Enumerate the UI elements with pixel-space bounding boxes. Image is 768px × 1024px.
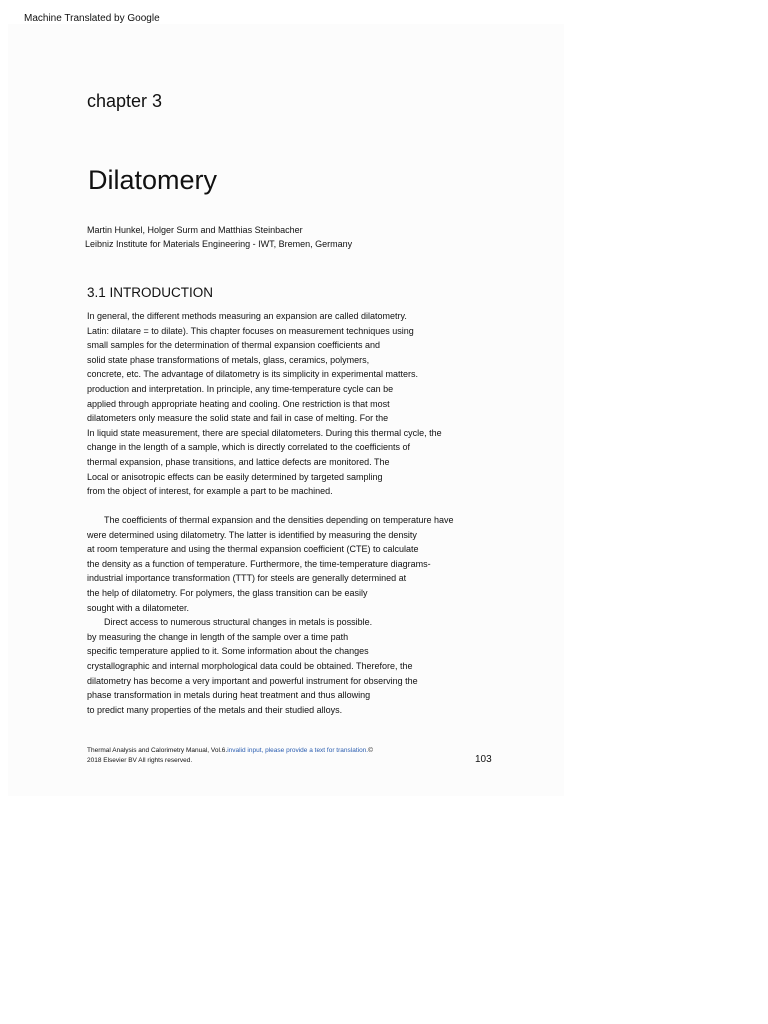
text-line: by measuring the change in length of the sample over a time path <box>87 631 349 642</box>
text-line: The coefficients of thermal expansion and the densities depending on temperature have <box>104 515 454 525</box>
text-line: applied through appropriate heating and cooling. One restriction is that most <box>87 398 390 409</box>
chapter-label: chapter 3 <box>87 91 163 111</box>
text-line: In general, the different methods measuring an expansion are called dilatometry. <box>87 311 407 321</box>
section-heading: 3.1 INTRODUCTION <box>87 285 214 300</box>
text-line: Latin: dilatare = to dilate). This chapter focuses on measurement techniques using <box>87 325 414 336</box>
author-affiliation: Leibniz Institute for Materials Engineering - IWT, Bremen, Germany <box>85 238 353 249</box>
footer-citation <box>87 746 373 766</box>
paragraph-1 <box>87 309 507 499</box>
text-line: change in the length of a sample, which is directly correlated to the coefficients of <box>87 442 411 453</box>
text-line: dilatometry has become a very important and powerful instrument for observing the <box>87 675 418 686</box>
text-line: crystallographic and internal morphological data could be obtained. Therefore, the <box>87 660 413 671</box>
paragraph-2 <box>87 513 507 717</box>
text-line: Direct access to numerous structural changes in metals is possible. <box>104 617 373 628</box>
text-line: from the object of interest, for example a part to be machined. <box>87 486 333 497</box>
footer-line-1 <box>87 746 373 756</box>
author-block <box>87 224 352 251</box>
text-line: small samples for the determination of thermal expansion coefficients and <box>87 340 380 351</box>
page-number: 103 <box>475 754 492 765</box>
text-line: production and interpretation. In principle, any time-temperature cycle can be <box>87 383 394 394</box>
text-line: sought with a dilatometer. <box>87 602 190 613</box>
text-line: to predict many properties of the metals and their studied alloys. <box>87 704 343 715</box>
text-line: industrial importance transformation (TTT) for steels are generally determined at <box>87 573 407 584</box>
text-line: specific temperature applied to it. Some information about the changes <box>87 646 369 657</box>
text-line: phase transformation in metals during heat treatment and thus allowing <box>87 690 371 701</box>
text-line: were determined using dilatometry. The latter is identified by measuring the density <box>87 529 417 540</box>
text-line: In liquid state measurement, there are special dilatometers. During this thermal cycle, the <box>87 427 442 438</box>
text-line: Local or anisotropic effects can be easily determined by targeted sampling <box>87 471 383 482</box>
chapter-title: Dilatomery <box>88 165 218 195</box>
footer-source: Thermal Analysis and Calorimetry Manual, Vol.6. <box>87 747 228 754</box>
text-line: thermal expansion, phase transitions, and lattice defects are monitored. The <box>87 456 390 467</box>
text-line: concrete, etc. The advantage of dilatometry is its simplicity in experimental matters. <box>87 369 418 380</box>
text-line: at room temperature and using the thermal expansion coefficient (CTE) to calculate <box>87 544 419 555</box>
copyright-symbol: © <box>368 747 373 754</box>
footer-copyright: 2018 Elsevier BV All rights reserved. <box>87 757 193 764</box>
text-line: solid state phase transformations of metals, glass, ceramics, polymers, <box>87 354 370 365</box>
author-names: Martin Hunkel, Holger Surm and Matthias Steinbacher <box>87 225 303 235</box>
text-line: dilatometers only measure the solid state and fail in case of melting. For the <box>87 413 389 424</box>
footer-link[interactable]: invalid input, please provide a text for translation. <box>227 747 369 754</box>
text-line: the help of dilatometry. For polymers, the glass transition can be easily <box>87 587 368 598</box>
text-line: the density as a function of temperature. Furthermore, the time-temperature diagrams- <box>87 558 431 569</box>
machine-translation-banner: Machine Translated by Google <box>24 13 160 24</box>
